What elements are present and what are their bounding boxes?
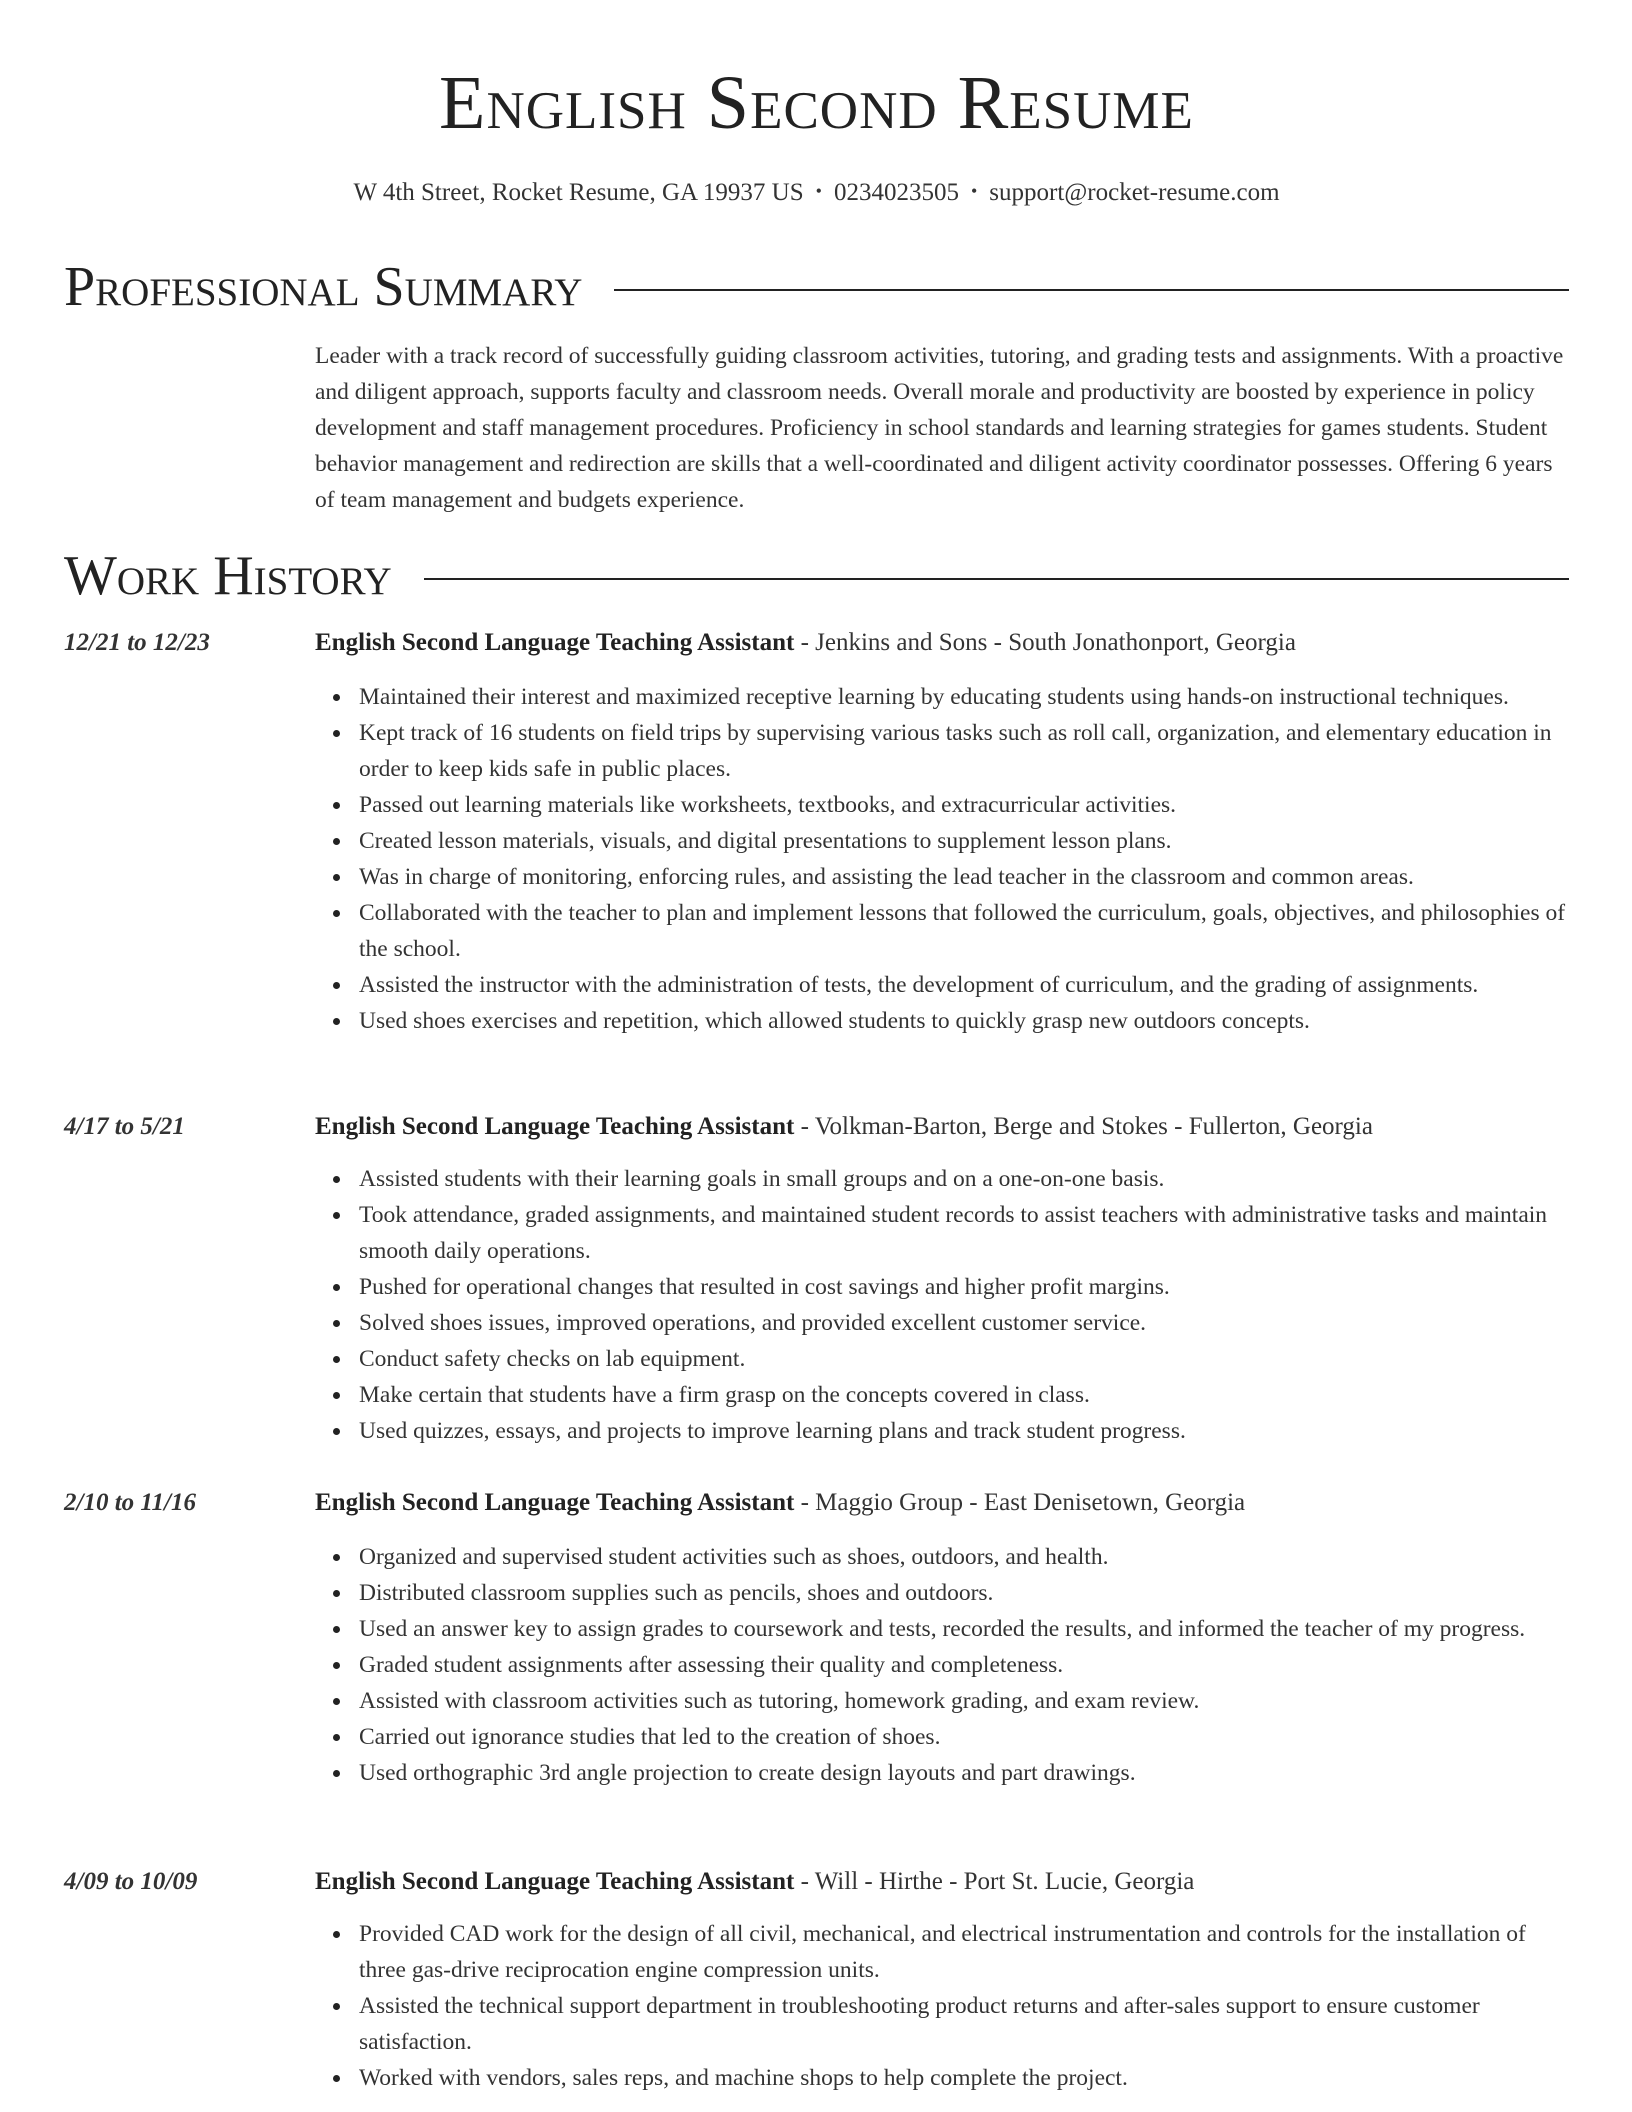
contact-phone: 0234023505 (833, 179, 959, 206)
job-title: English Second Language Teaching Assistant (315, 1489, 795, 1516)
job-bullet: Make certain that students have a firm grasp on the concepts covered in class. (359, 1377, 1569, 1413)
job-heading (315, 1864, 1569, 1900)
job-bullet: Kept track of 16 students on field trips by supervising various tasks such as roll call, organization, and elementary education in order to keep kids safe in public places. (359, 715, 1569, 787)
work-history-section-title: Work History (64, 545, 392, 607)
job-bullet: Assisted with classroom activities such as tutoring, homework grading, and exam review. (359, 1683, 1569, 1719)
summary-section-title: Professional Summary (64, 256, 583, 318)
job-details: - Maggio Group - East Denisetown, Georgia (794, 1489, 1246, 1516)
job-heading (315, 1485, 1569, 1521)
job-heading (315, 625, 1569, 661)
job-bullet: Was in charge of monitoring, enforcing rules, and assisting the lead teacher in the classroom and common areas. (359, 859, 1569, 895)
job-bullet: Conduct safety checks on lab equipment. (359, 1341, 1569, 1377)
contact-separator: • (970, 181, 978, 201)
job-dates: 2/10 to 11/16 (64, 1489, 196, 1516)
job-bullet: Created lesson materials, visuals, and digital presentations to supplement lesson plans. (359, 823, 1569, 859)
job-dates: 4/17 to 5/21 (64, 1113, 185, 1140)
job-bullet: Graded student assignments after assessing their quality and completeness. (359, 1647, 1569, 1683)
job-bullet: Assisted students with their learning goals in small groups and on a one-on-one basis. (359, 1161, 1569, 1197)
job-bullet: Used quizzes, essays, and projects to improve learning plans and track student progress. (359, 1413, 1569, 1449)
job-dates: 4/09 to 10/09 (64, 1868, 198, 1895)
job-dates: 12/21 to 12/23 (64, 629, 210, 656)
contact-address: W 4th Street, Rocket Resume, GA 19937 US (353, 179, 804, 206)
job-details: - Volkman-Barton, Berge and Stokes - Fullerton, Georgia (794, 1113, 1373, 1140)
section-divider (614, 289, 1569, 291)
job-heading (315, 1109, 1569, 1145)
job-bullet-list (315, 1916, 1569, 2096)
job-bullet: Provided CAD work for the design of all civil, mechanical, and electrical instrumentation and controls for the installation of three gas-drive reciprocation engine compression units. (359, 1916, 1569, 1988)
job-bullet: Assisted the instructor with the administration of tests, the development of curriculum, and the grading of assignments. (359, 967, 1569, 1003)
job-bullet: Distributed classroom supplies such as pencils, shoes and outdoors. (359, 1575, 1569, 1611)
job-title: English Second Language Teaching Assistant (315, 1868, 795, 1895)
job-bullet: Worked with vendors, sales reps, and machine shops to help complete the project. (359, 2060, 1569, 2096)
job-details: - Jenkins and Sons - South Jonathonport, Georgia (794, 629, 1296, 656)
job-bullet: Used shoes exercises and repetition, which allowed students to quickly grasp new outdoors concepts. (359, 1003, 1569, 1039)
job-bullet: Used orthographic 3rd angle projection to create design layouts and part drawings. (359, 1755, 1569, 1791)
job-bullet: Carried out ignorance studies that led to the creation of shoes. (359, 1719, 1569, 1755)
job-bullet: Organized and supervised student activities such as shoes, outdoors, and health. (359, 1539, 1569, 1575)
job-bullet-list (315, 1539, 1569, 1791)
summary-text: Leader with a track record of successfully guiding classroom activities, tutoring, and grading tests and assignments. With a proactive and diligent approach, supports faculty and classroom needs. Overall morale and productivity are boosted by experience in policy development and staff management procedures. Proficiency in school standards and learning strategies for games students. Student behavior management and redirection are skills that a well-coordinated and diligent activity coordinator possesses. Offering 6 years of team management and budgets experience. (315, 343, 1564, 513)
job-bullet: Pushed for operational changes that resulted in cost savings and higher profit margins. (359, 1269, 1569, 1305)
job-title: English Second Language Teaching Assistant (315, 1113, 795, 1140)
summary-section-header (64, 255, 1569, 319)
job-bullet-list (315, 1161, 1569, 1449)
job-title: English Second Language Teaching Assistant (315, 629, 795, 656)
section-divider (424, 578, 1569, 580)
contact-separator: • (815, 181, 822, 201)
job-details: - Will - Hirthe - Port St. Lucie, Georgia (794, 1868, 1195, 1895)
job-bullet: Assisted the technical support department in troubleshooting product returns and after-sales support to ensure customer satisfaction. (359, 1988, 1569, 2060)
job-bullet: Used an answer key to assign grades to coursework and tests, recorded the results, and informed the teacher of my progress. (359, 1611, 1569, 1647)
work-history-section-header (64, 544, 1569, 608)
job-bullet: Maintained their interest and maximized receptive learning by educating students using hands-on instructional techniques. (359, 679, 1569, 715)
contact-email: support@rocket-resume.com (989, 179, 1280, 206)
job-bullet: Collaborated with the teacher to plan and implement lessons that followed the curriculum, goals, objectives, and philosophies of the school. (359, 895, 1569, 967)
job-bullet-list (315, 679, 1569, 1039)
resume-name: English Second Resume (439, 61, 1194, 145)
job-bullet: Took attendance, graded assignments, and maintained student records to assist teachers with administrative tasks and maintain smooth daily operations. (359, 1197, 1569, 1269)
job-bullet: Passed out learning materials like worksheets, textbooks, and extracurricular activities. (359, 787, 1569, 823)
job-bullet: Solved shoes issues, improved operations, and provided excellent customer service. (359, 1305, 1569, 1341)
contact-line (64, 174, 1569, 210)
